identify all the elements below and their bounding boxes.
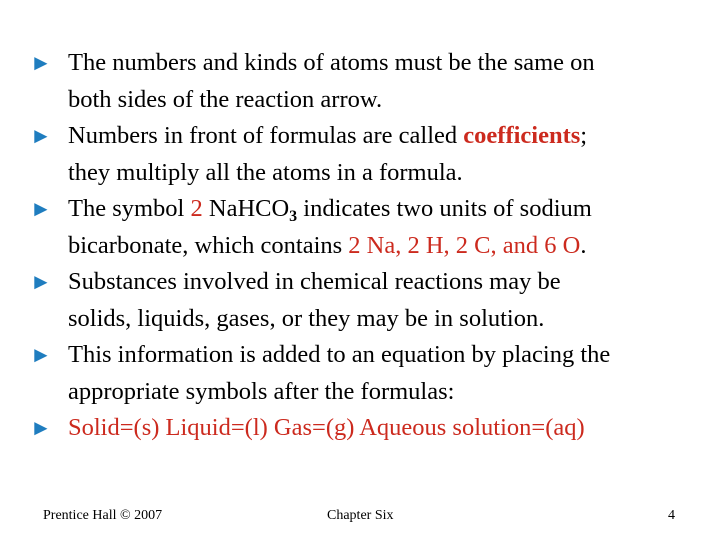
bullet-text: ; xyxy=(580,122,588,149)
triangle-bullet-icon: ► xyxy=(30,50,52,75)
state-symbols-line: Solid=(s) Liquid=(l) Gas=(g) Aqueous solution=(aq) xyxy=(68,414,585,441)
chemical-formula xyxy=(208,195,298,225)
bullet-line: appropriate symbols after the formulas: xyxy=(68,377,455,405)
bullet-line xyxy=(68,228,710,265)
bullet-line: Substances involved in chemical reactions may be xyxy=(68,268,561,295)
bullet-line: The numbers and kinds of atoms must be the same on xyxy=(68,49,595,76)
triangle-bullet-icon: ► xyxy=(30,123,52,148)
bullet-line: they multiply all the atoms in a formula. xyxy=(68,158,463,186)
bullet-line xyxy=(68,191,710,228)
triangle-bullet-icon: ► xyxy=(30,342,52,367)
bullet-item xyxy=(30,264,710,337)
coefficients-term: coefficients xyxy=(463,122,581,149)
bullet-item xyxy=(30,337,710,410)
bullet-item xyxy=(30,191,710,264)
bullet-line: both sides of the reaction arrow. xyxy=(68,85,383,113)
bullet-text: bicarbonate, which contains xyxy=(68,231,349,259)
triangle-bullet-icon: ► xyxy=(30,415,52,440)
bullet-line: This information is added to an equation by placing the xyxy=(68,341,611,368)
bullet-text: . xyxy=(580,231,587,259)
formula-subscript: 3 xyxy=(289,208,298,225)
bullet-item xyxy=(30,45,710,118)
bullet-text: indicates two units of sodium xyxy=(297,195,592,222)
bullet-item xyxy=(30,118,710,191)
bullet-line: solids, liquids, gases, or they may be in solution. xyxy=(68,304,545,332)
triangle-bullet-icon: ► xyxy=(30,269,52,294)
bullet-text: Numbers in front of formulas are called xyxy=(68,122,464,149)
formula-coefficient: 2 xyxy=(190,195,203,222)
bullet-item xyxy=(30,410,710,447)
formula-main: NaHCO xyxy=(208,195,290,222)
bullet-line xyxy=(68,118,710,155)
atom-count-highlight: 2 Na, 2 H, 2 C, and 6 O xyxy=(348,231,581,259)
bullet-list xyxy=(30,45,710,447)
footer-copyright: Prentice Hall © 2007 xyxy=(43,508,163,523)
triangle-bullet-icon: ► xyxy=(30,196,52,221)
footer-chapter: Chapter Six xyxy=(327,508,394,523)
bullet-text: The symbol xyxy=(68,195,191,222)
footer-page-number: 4 xyxy=(668,508,675,523)
